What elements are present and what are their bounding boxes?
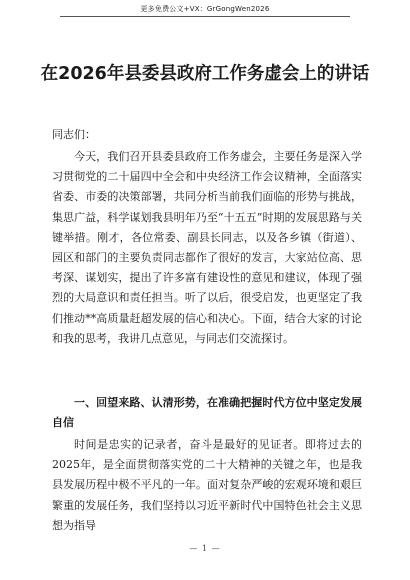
paragraph-2: 时间是忠实的记录者，奋斗是最好的见证者。即将过去的2025年，是全面贯彻落实党的二十大精神的关键之年，也是我县发展历程中极不平凡的一年。面对复杂严峻的宏观环境和艰巨繁重的发展任务，我们坚持以习近平新时代中国特色社会主义思想为指导 [52, 438, 362, 532]
paragraph-1: 今天，我们召开县委县政府工作务虚会，主要任务是深入学习贯彻党的二十届四中全会和中央经济工作会议精神，全面落实省委、市委的决策部署，共同分析当前我们面临的形势与挑战，集思广益，科学谋划我县明年乃至“十五五”时期的发展思路与关键举措。刚才，各位常委、副县长同志，以及各乡镇（街道）、园区和部门的主要负责同志都作了很好的发言，大家站位高、思考深、谋划实，提出了许多富有建设性的意见和建议，体现了强烈的大局意识和责任担当。听了以后，很受启发，也更坚定了我们推动**高质量赶超发展的信心和决心。下面，结合大家的讨论和我的思考，我讲几点意见，与同志们交流探讨。 [52, 150, 362, 345]
greeting: 同志们： [52, 128, 96, 141]
document-title: 在2026年县委县政府工作务虚会上的讲话 [40, 64, 370, 84]
header-divider [60, 16, 350, 17]
page-number: — 1 — [189, 544, 221, 553]
header-note: 更多免费公文+VX：GrGongWen2026 [140, 5, 270, 13]
section-heading-1: 一、回望来路、认清形势，在准确把握时代方位中坚定发展自信 [52, 396, 362, 430]
